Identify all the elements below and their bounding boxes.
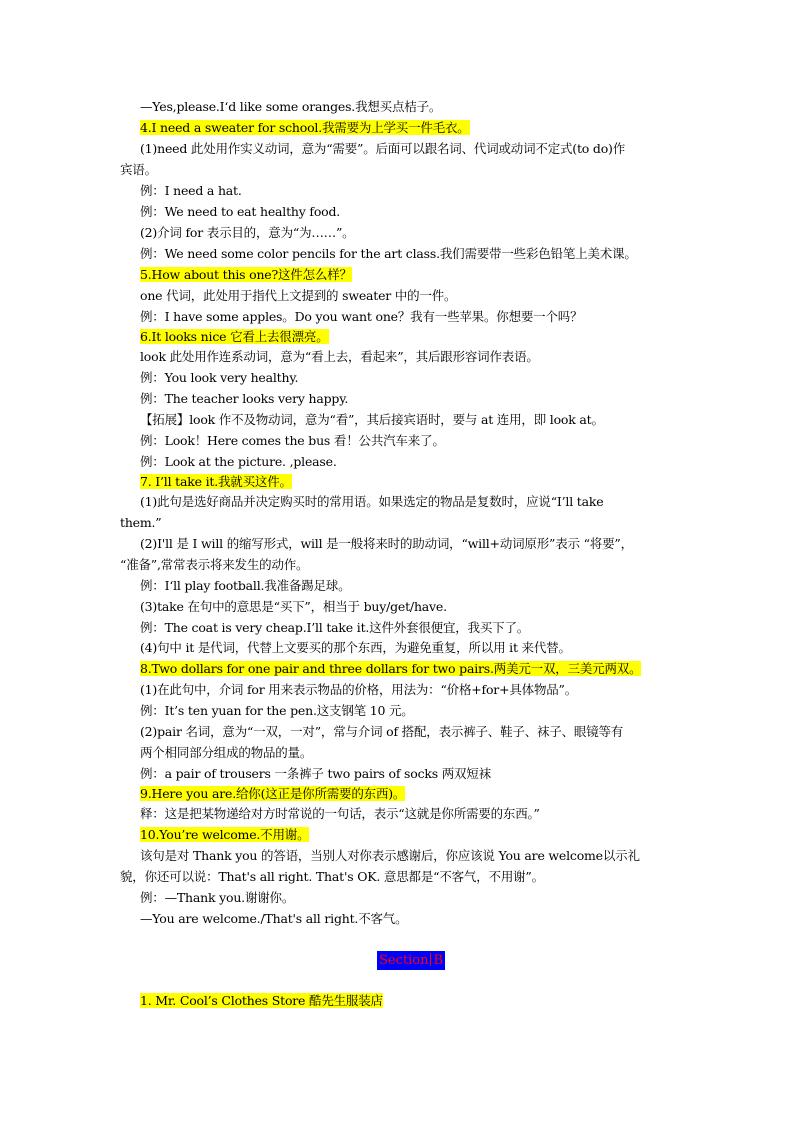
section-divider: [430, 953, 431, 966]
highlight: 10.You’re welcome.不用谢。: [140, 827, 310, 842]
section-heading: [377, 951, 445, 970]
example-line: 例：I need a hat.: [140, 183, 242, 198]
highlight: 1. Mr. Cool’s Clothes Store 酷先生服装店: [140, 993, 383, 1008]
example-line: 例：—Thank you.谢谢你。: [140, 890, 295, 905]
item-heading-4: [140, 120, 470, 136]
explanation-line: “准备”,常常表示将来发生的动作。: [120, 557, 309, 572]
example-line: 例：Look！Here comes the bus 看！公共汽车来了。: [140, 433, 445, 448]
example-line: 例：You look very healthy.: [140, 370, 299, 385]
item-heading-8: [140, 661, 641, 677]
explanation-line: (1)此句是选好商品并决定购买时的常用语。如果选定的物品是复数时，应说“I’ll take: [140, 494, 604, 509]
explanation-line: look 此处用作连系动词，意为“看上去，看起来”，其后跟形容词作表语。: [140, 349, 539, 364]
highlight: 7. I’ll take it.我就买这件。: [140, 474, 292, 489]
example-line: 例：We need some color pencils for the art class.我们需要带一些彩色铅笔上美术课。: [140, 246, 637, 261]
section-word: Section: [379, 953, 429, 968]
section-letter: B: [433, 953, 444, 968]
explanation-line: 两个相同部分组成的物品的量。: [140, 745, 313, 760]
highlight: 8.Two dollars for one pair and three dollars for two pairs.两美元一双，三美元两双。: [140, 661, 642, 676]
item-heading-5: [140, 267, 352, 283]
explanation-line: (2)介词 for 表示目的，意为“为……”。: [140, 225, 355, 240]
example-line: 例：I‘ll play football.我准备踢足球。: [140, 578, 351, 593]
example-line: 例：We need to eat healthy food.: [140, 204, 341, 219]
extension-note: 【拓展】look 作不及物动词，意为“看”，其后接宾语时，要与 at 连用，即 look at。: [140, 412, 604, 427]
explanation-line: 释：这是把某物递给对方时常说的一句话，表示“这就是你所需要的东西。”: [140, 806, 540, 821]
example-line: 例：a pair of trousers 一条裤子 two pairs of socks 两双短袜: [140, 766, 491, 781]
explanation-line: 宾语。: [120, 162, 157, 177]
explanation-line: (2)I'll 是 I will 的缩写形式，will 是一般将来时的助动词，“will+动词原形”表示 “将要”，: [140, 536, 633, 551]
item-heading-9: [140, 786, 405, 802]
highlight: 5.How about this one?这件怎么样？: [140, 267, 352, 282]
explanation-line: (1)need 此处用作实义动词，意为“需要”。后面可以跟名词、代词或动词不定式(to do)作: [140, 141, 626, 156]
example-line: 例：It’s ten yuan for the pen.这支钢笔 10 元。: [140, 703, 414, 718]
item-heading-7: [140, 474, 292, 490]
explanation-line: (3)take 在句中的意思是“买下”，相当于 buy/get/have.: [140, 599, 447, 614]
explanation-line: (2)pair 名词，意为“一双，一对”，常与介词 of 搭配，表示裤子、鞋子、袜子、眼镜等有: [140, 724, 624, 739]
section-item-heading: [140, 993, 383, 1009]
item-heading-6: [140, 329, 329, 345]
dialogue-line: —Yes,please.I‘d like some oranges.我想买点桔子。: [140, 99, 442, 114]
item-heading-10: [140, 827, 309, 843]
example-line: 例：The coat is very cheap.I’ll take it.这件外套很便宜，我买下了。: [140, 620, 530, 635]
example-line: 例：Look at the picture. ,please.: [140, 454, 337, 469]
explanation-line: (4)句中 it 是代词，代替上文要买的那个东西，为避免重复，所以用 it 来代替。: [140, 640, 571, 655]
highlight: 4.I need a sweater for school.我需要为上学买一件毛衣。: [140, 120, 470, 135]
explanation-line: one 代词，此处用于指代上文提到的 sweater 中的一件。: [140, 288, 457, 303]
explanation-line: them.”: [120, 515, 162, 530]
highlight: 9.Here you are.给你(这正是你所需要的东西)。: [140, 786, 406, 801]
example-line: 例：The teacher looks very happy.: [140, 391, 349, 406]
explanation-line: 该句是对 Thank you 的答语，当别人对你表示感谢后，你应该说 You are welcome以示礼: [140, 848, 640, 863]
dialogue-line: —You are welcome./That's all right.不客气。: [140, 911, 408, 926]
highlight: 6.It looks nice 它看上去很漂亮。: [140, 329, 329, 344]
explanation-line: 貌，你还可以说：That's all right. That's OK. 意思都是“不客气，不用谢”。: [120, 869, 544, 884]
example-line: 例：I have some apples。Do you want one？我有一些苹果。你想要一个吗？: [140, 309, 583, 324]
explanation-line: (1)在此句中，介词 for 用来表示物品的价格，用法为：“价格+for+具体物品”。: [140, 682, 578, 697]
